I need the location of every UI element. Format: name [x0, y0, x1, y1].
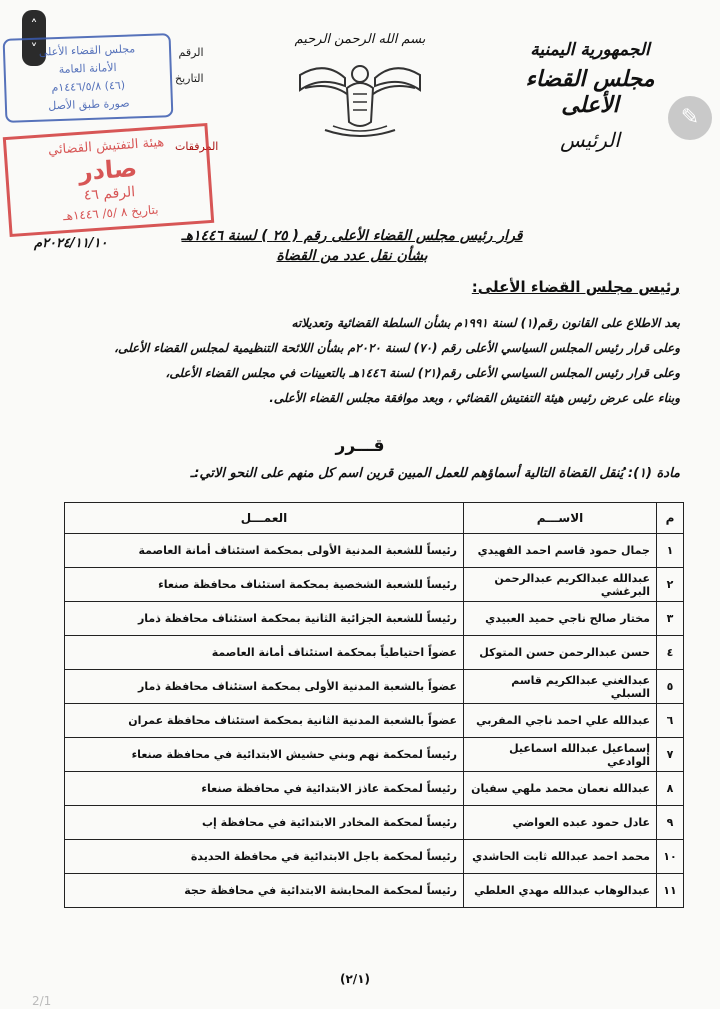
table-header-row	[65, 503, 684, 534]
preamble-line: وعلى قرار رئيس المجلس السياسي الأعلى رقم(٢١) لسنة ١٤٤٦هـ بالتعيينات في مجلس القضاء الأعلى،	[165, 366, 680, 380]
issued-stamp	[3, 123, 214, 237]
stamp-line: صادر	[77, 154, 138, 187]
row-num: ١١	[657, 874, 684, 908]
decree-title-line1: قرار رئيس مجلس القضاء الأعلى رقم ( ٢٥ ) لسنة ١٤٤٦هـ	[181, 228, 523, 244]
row-name: إسماعيل عبدالله اسماعيل الوادعي	[464, 738, 657, 772]
stamp-line: هيئة التفتيش القضائي	[47, 135, 165, 159]
table-row	[65, 636, 684, 670]
page-number: (٢/١)	[340, 972, 370, 986]
row-num: ٤	[657, 636, 684, 670]
row-work: رئيساً لمحكمة المخادر الابتدائية في محافظة إب	[65, 806, 464, 840]
preamble-line: بعد الاطلاع على القانون رقم(١) لسنة ١٩٩١م بشأن السلطة القضائية وتعديلاته	[291, 316, 680, 330]
reference-labels	[175, 46, 219, 153]
row-work: عضواً احتياطياً بمحكمة استئناف أمانة العاصمة	[65, 636, 464, 670]
row-num: ٥	[657, 670, 684, 704]
table-row	[65, 534, 684, 568]
row-num: ٨	[657, 772, 684, 806]
header-num: م	[657, 503, 684, 534]
row-work: رئيساً لمحكمة المحابشة الابتدائية في محافظة حجة	[65, 874, 464, 908]
table-row	[65, 840, 684, 874]
row-name: عبدالوهاب عبدالله مهدي العلطي	[464, 874, 657, 908]
attachments-label: المرفقات	[175, 140, 219, 153]
preamble	[40, 316, 680, 416]
corner-page-indicator: 2/1	[32, 994, 52, 1008]
date-label: التاريخ	[175, 72, 204, 85]
row-name: عبدالغني عبدالكريم قاسم السبلي	[464, 670, 657, 704]
table-row	[65, 568, 684, 602]
row-work: رئيساً لمحكمة باجل الابتدائية في محافظة الحديدة	[65, 840, 464, 874]
row-num: ٧	[657, 738, 684, 772]
row-num: ١٠	[657, 840, 684, 874]
table-row	[65, 670, 684, 704]
row-name: عبدالله عبدالكريم عبدالرحمن البرغشي	[464, 568, 657, 602]
row-work: رئيساً للشعبة الجزائية الثانية بمحكمة استئناف محافظة ذمار	[65, 602, 464, 636]
header-work: العمـــل	[65, 503, 464, 534]
basmala: بسم الله الرحمن الرحيم	[294, 32, 426, 47]
row-work: عضواً بالشعبة المدنية الثانية بمحكمة استئناف محافظة عمران	[65, 704, 464, 738]
row-num: ١	[657, 534, 684, 568]
chevron-up-icon[interactable]: ˄	[30, 18, 38, 34]
row-name: مختار صالح ناجي حميد العبيدي	[464, 602, 657, 636]
row-name: محمد احمد عبدالله ثابت الحاشدي	[464, 840, 657, 874]
row-name: عادل حمود عبده العواضي	[464, 806, 657, 840]
preamble-line: وعلى قرار رئيس المجلس السياسي الأعلى رقم (٧٠) لسنة ٢٠٢٠م بشأن اللائحة التنظيمية لمجلس القضاء الأعلى،	[114, 341, 680, 355]
row-work: رئيساً للشعبة الشخصية بمحكمة استئناف محافظة صنعاء	[65, 568, 464, 602]
article-text: مادة (١): يُنقل القضاة التالية أسماؤهم للعمل المبين قرين اسم كل منهم على النحو الاتي:ـ	[190, 466, 680, 481]
president-title: الرئيس	[560, 128, 620, 152]
council-name: مجلس القضاء الأعلى	[525, 66, 655, 118]
president-heading: رئيس مجلس القضاء الأعلى:	[471, 278, 680, 296]
row-work: رئيساً للشعبة المدنية الأولى بمحكمة استئناف أمانة العاصمة	[65, 534, 464, 568]
republic-name: الجمهورية اليمنية	[530, 40, 650, 60]
header-name: الاســـم	[464, 503, 657, 534]
row-name: حسن عبدالرحمن حسن المتوكل	[464, 636, 657, 670]
table-row	[65, 806, 684, 840]
row-name: عبدالله نعمان محمد ملهي سفيان	[464, 772, 657, 806]
row-num: ٦	[657, 704, 684, 738]
decree-title-line2: بشأن نقل عدد من القضاة	[276, 248, 428, 264]
letterhead	[500, 40, 680, 152]
stamp-line: (٤٦) ١٤٤٦/٥/٨م	[51, 78, 126, 95]
row-num: ٣	[657, 602, 684, 636]
row-name: جمال حمود قاسم احمد الفهيدي	[464, 534, 657, 568]
row-work: رئيساً لمحكمة نهم وبني حشيش الابتدائية في محافظة صنعاء	[65, 738, 464, 772]
preamble-line: وبناء على عرض رئيس هيئة التفتيش القضائي ، وبعد موافقة مجلس القضاء الأعلى.	[269, 391, 680, 405]
gregorian-date: ٢٠٢٤/١١/١٠م	[34, 236, 108, 251]
table-row	[65, 874, 684, 908]
judges-table	[64, 502, 684, 908]
row-num: ٩	[657, 806, 684, 840]
chevron-down-icon[interactable]: ˅	[30, 42, 38, 58]
stamp-line: بتاريخ ٨ /٥/ ١٤٤٦هـ	[62, 202, 159, 224]
row-work: رئيساً لمحكمة عاذز الابتدائية في محافظة صنعاء	[65, 772, 464, 806]
table-row	[65, 704, 684, 738]
stamp-line: الأمانة العامة	[58, 60, 117, 77]
stamp-line: صورة طبق الأصل	[48, 96, 130, 113]
decree-word: قـــرر	[335, 436, 385, 456]
stamp-line: مجلس القضاء الأعلى	[38, 42, 136, 59]
row-num: ٢	[657, 568, 684, 602]
row-work: عضواً بالشعبة المدنية الأولى بمحكمة استئناف محافظة ذمار	[65, 670, 464, 704]
edit-pencil-icon[interactable]: ✎	[668, 96, 712, 140]
secretariat-stamp	[3, 33, 174, 123]
table-row	[65, 738, 684, 772]
number-label: الرقم	[178, 46, 204, 59]
stamp-line: الرقم ٤٦	[83, 184, 136, 204]
eagle-emblem-icon	[285, 30, 435, 150]
table-row	[65, 602, 684, 636]
table-row	[65, 772, 684, 806]
row-name: عبدالله علي احمد ناجي المفربي	[464, 704, 657, 738]
decree-title	[34, 228, 592, 264]
